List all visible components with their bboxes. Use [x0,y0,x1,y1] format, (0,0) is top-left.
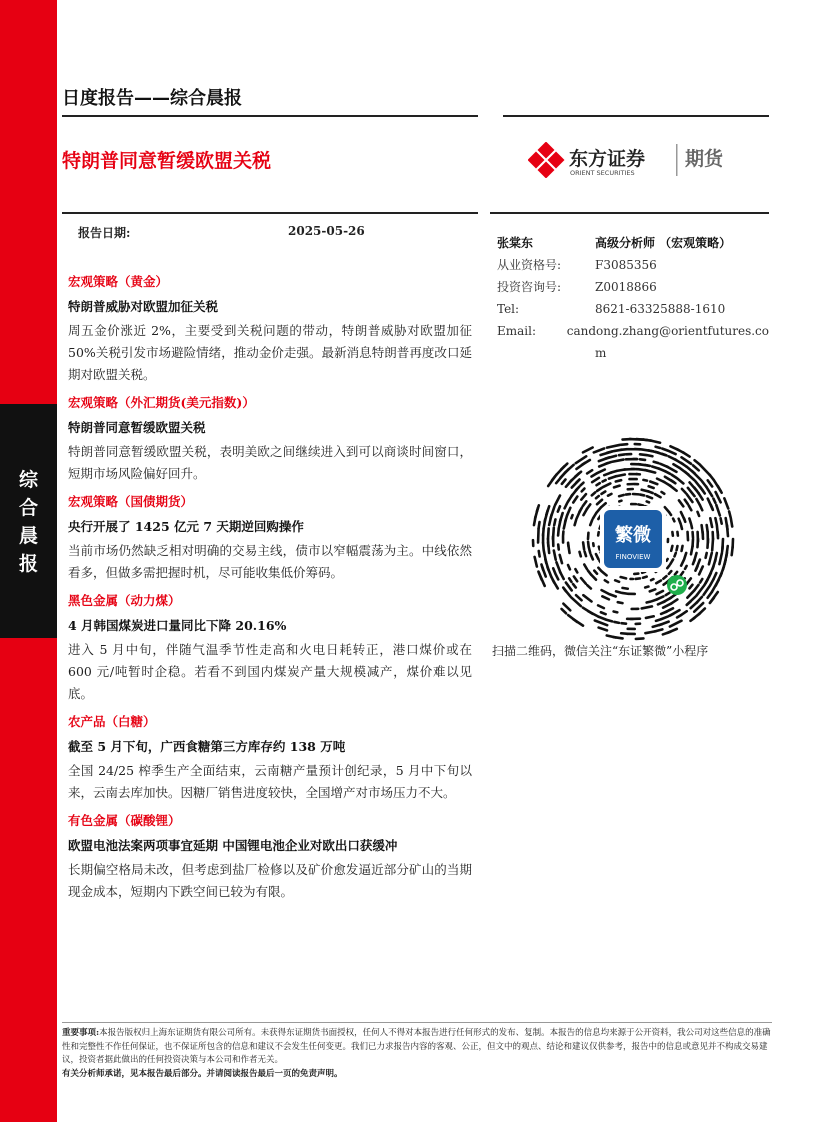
info-row [497,298,769,320]
report-date-label: 报告日期: [78,226,131,240]
info-key: 投资咨询号: [497,280,562,294]
qr-brand: FINOVIEW [615,553,651,561]
section-gold [68,270,472,386]
info-row [497,320,769,342]
disclaimer-text [62,1027,772,1068]
info-value: Z0018866 [595,280,657,294]
sidebar-vertical-title [0,466,57,578]
footer-rule [62,1022,772,1023]
info-row [497,254,769,276]
disclaimer [62,1027,772,1081]
section-heading: 宏观策略（外汇期货(美元指数)） [68,395,255,410]
analyst-note: 有关分析师承诺，见本报告最后部分。并请阅读报告最后一页的免责声明。 [62,1068,343,1079]
analyst-name: 张棠东 [497,236,534,250]
section-heading: 宏观策略（黄金） [68,274,169,289]
info-key: 从业资格号: [497,258,562,272]
sidebar-char: 综 [18,469,38,491]
email-link[interactable]: candong.zhang@orientfutures.co [566,324,769,338]
section-fx [68,391,472,485]
info-value: m [595,346,607,360]
qr-center-label: 繁微 [615,525,651,546]
report-date-value: 2025-05-26 [288,224,365,238]
logo-suffix-text: 期货 [685,148,724,170]
wechat-qr-code[interactable] [529,435,737,643]
qr-caption: 扫描二维码，微信关注“东证繁微”小程序 [492,644,709,658]
section-bonds [68,490,472,584]
section-body: 周五金价涨近 2%，主要受到关税问题的带动，特朗普威胁对欧盟加征 50%关税引发市场避险情绪，推动金价走强。最新消息特朗普再度改口延期对欧盟关税。 [68,323,472,382]
header-rule-left [62,115,478,117]
section-heading: 宏观策略（国债期货） [68,494,194,509]
info-row [497,276,769,298]
section-heading: 黑色金属（动力煤） [68,593,181,608]
meta-rule-right [490,212,769,214]
sidebar-char: 合 [18,497,38,519]
info-key: Tel: [497,302,520,316]
analyst-header-row [497,232,769,254]
section-lithium [68,809,472,903]
header-rule-right [503,115,769,117]
disclaimer-body: 本报告版权归上海东证期货有限公司所有。未获得东证期货书面授权，任何人不得对本报告进行任何形式的发布、复制。本报告的信息均来源于公开资料，我公司对这些信息的准确性和完整性不作任何保证，也不保证所包含的信息和建议不会发生任何变更。我们已力求报告内容的客观、公正，但文中的观点、结论和建议仅供参考，报告中的信息或意见并不构成交易建议，投资者据此做出的任何投资决策与本公司和作者无关。 [62,1028,771,1065]
section-body: 长期偏空格局未改，但考虑到盐厂检修以及矿价愈发逼近部分矿山的当期现金成本，短期内下跌空间已较为有限。 [68,862,472,899]
section-subheading: 央行开展了 1425 亿元 7 天期逆回购操作 [68,519,304,534]
section-subheading: 特朗普同意暂缓欧盟关税 [68,420,206,435]
logo-en-text: ORIENT SECURITIES [570,169,635,177]
orient-securities-logo [528,142,768,178]
analyst-title: 高级分析师 （宏观策略） [595,236,732,250]
meta-rule-left [62,212,478,214]
market-summary-column [68,270,472,908]
info-row [497,342,769,364]
section-heading: 有色金属（碳酸锂） [68,813,181,828]
section-body: 全国 24/25 榨季生产全面结束，云南糖产量预计创纪录，5 月中下旬以来，云南去库加快。因糖厂销售进度较快，全国增产对市场压力不大。 [68,763,472,800]
info-key: Email: [497,324,537,338]
info-value: F3085356 [595,258,657,272]
mini-program-icon [667,575,687,595]
section-subheading: 4 月韩国煤炭进口量同比下降 20.16% [68,618,287,633]
logo-mark-icon [528,142,564,178]
section-subheading: 截至 5 月下旬，广西食糖第三方库存约 138 万吨 [68,739,346,754]
info-key [497,342,595,364]
doc-type: 日度报告——综合晨报 [62,88,242,109]
section-heading: 农产品（白糖） [68,714,156,729]
section-body: 特朗普同意暂缓欧盟关税，表明美欧之间继续进入到可以商谈时间窗口，短期市场风险偏好回升。 [68,444,472,481]
logo-cn-text: 东方证券 [569,148,646,170]
info-value: 8621-63325888-1610 [595,302,726,316]
section-coal [68,589,472,705]
sidebar-char: 晨 [18,525,38,547]
section-body: 进入 5 月中旬，伴随气温季节性走高和火电日耗转正，港口煤价或在 600 元/吨暂时企稳。若看不到国内煤炭产量大规模减产，煤价难以见底。 [68,642,472,701]
section-subheading: 欧盟电池法案两项事宜延期 中国锂电池企业对欧出口获缓冲 [68,838,398,853]
section-sugar [68,710,472,804]
report-title: 特朗普同意暂缓欧盟关税 [62,150,272,172]
disclaimer-label: 重要事项: [62,1028,100,1038]
analyst-info [497,232,769,364]
section-body: 当前市场仍然缺乏相对明确的交易主线，债市以窄幅震荡为主。中线依然看多，但做多需把握时机，尽可能收集低价筹码。 [68,543,472,580]
sidebar-char: 报 [18,553,38,575]
section-subheading: 特朗普威胁对欧盟加征关税 [68,299,219,314]
